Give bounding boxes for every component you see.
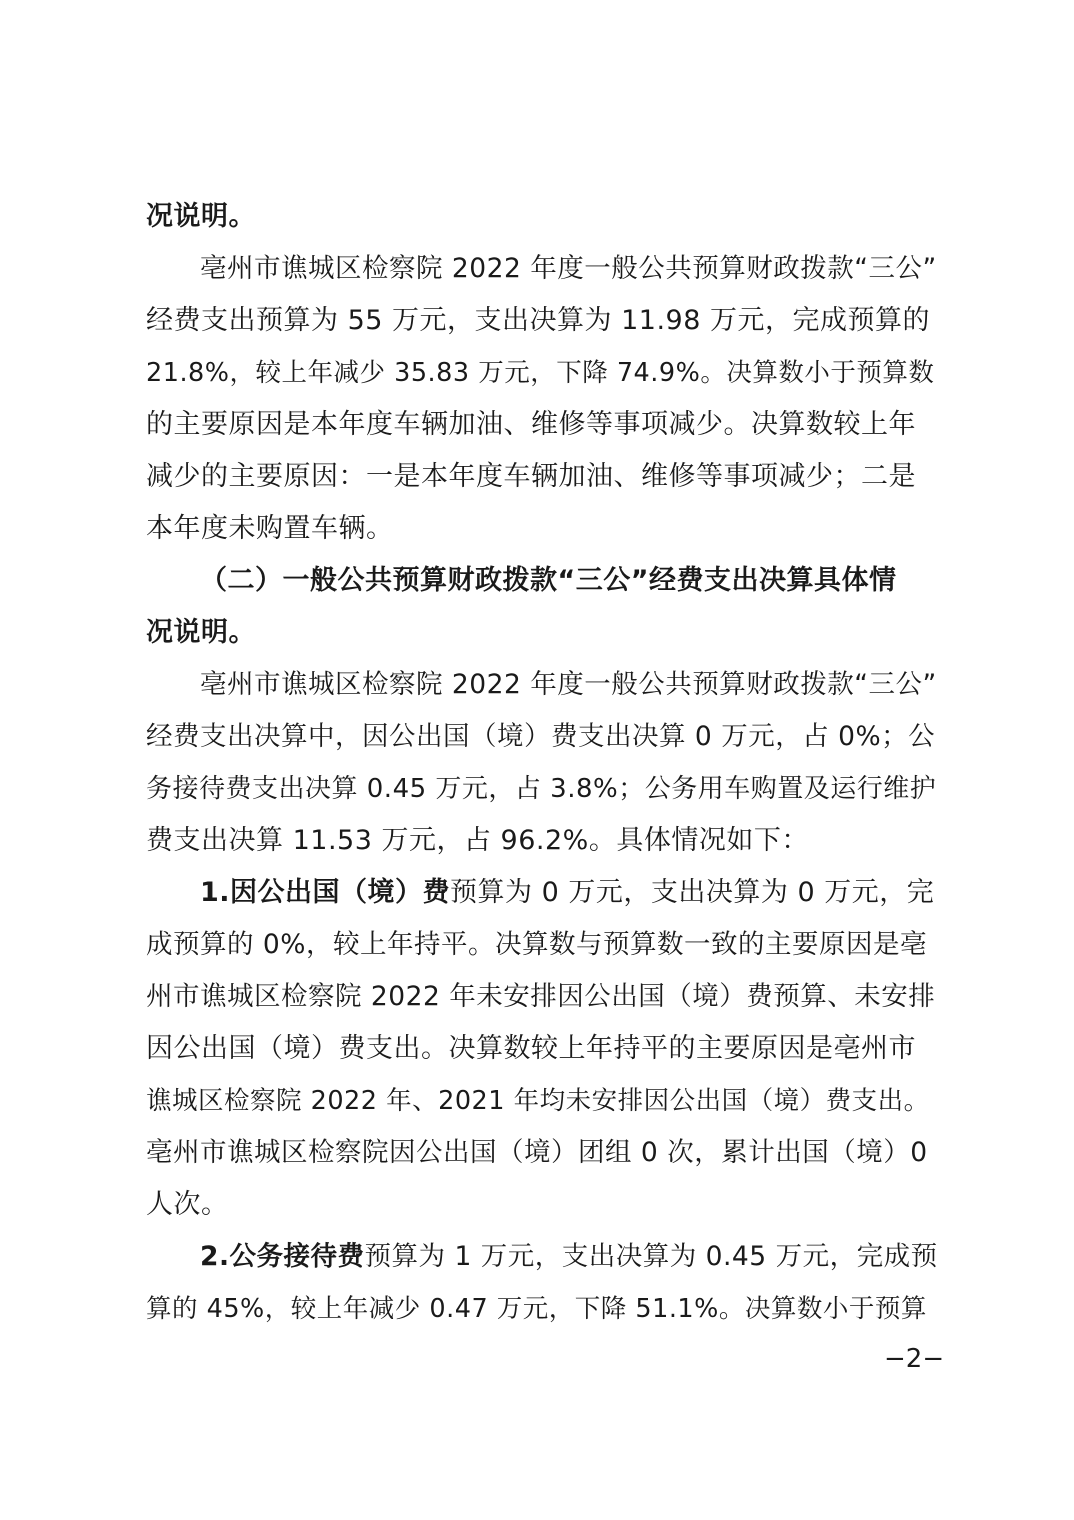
section-heading: （二）一般公共预算财政拨款“三公”经费支出决算具体情 xyxy=(200,565,897,596)
text-line: 州市谯城区检察院 2022 年未安排因公出国（境）费预算、未安排 xyxy=(146,981,936,1012)
text-line: 因公出国（境）费支出。决算数较上年持平的主要原因是亳州市 xyxy=(146,1033,916,1064)
text-line: 经费支出决算中，因公出国（境）费支出决算 0 万元，占 0%；公 xyxy=(146,721,936,752)
item-heading: 1.因公出国（境）费 xyxy=(200,877,451,908)
item-heading: 2.公务接待费 xyxy=(200,1241,365,1272)
text-line xyxy=(200,1239,938,1275)
text-line: 成预算的 0%，较上年持平。决算数与预算数一致的主要原因是亳 xyxy=(146,929,927,960)
text-line: 21.8%，较上年减少 35.83 万元，下降 74.9%。决算数小于预算数 xyxy=(146,358,935,388)
section-heading-cont: 况说明。 xyxy=(146,617,256,648)
text-line: 本年度未购置车辆。 xyxy=(146,513,394,544)
text-line: 亳州市谯城区检察院 2022 年度一般公共预算财政拨款“三公” xyxy=(200,253,937,284)
text-line: 亳州市谯城区检察院 2022 年度一般公共预算财政拨款“三公” xyxy=(200,669,937,700)
text-line: 减少的主要原因：一是本年度车辆加油、维修等事项减少；二是 xyxy=(146,461,916,492)
text-line: 算的 45%，较上年减少 0.47 万元，下降 51.1%。决算数小于预算 xyxy=(146,1294,927,1324)
text-line: 亳州市谯城区检察院因公出国（境）团组 0 次，累计出国（境）0 xyxy=(146,1137,928,1168)
text-line: 费支出决算 11.53 万元，占 96.2%。具体情况如下： xyxy=(146,825,809,856)
item-text: 预算为 1 万元，支出决算为 0.45 万元，完成预 xyxy=(364,1241,938,1272)
text-line: 况说明。 xyxy=(146,201,256,232)
text-line: 谯城区检察院 2022 年、2021 年均未安排因公出国（境）费支出。 xyxy=(146,1086,930,1116)
text-line: 的主要原因是本年度车辆加油、维修等事项减少。决算数较上年 xyxy=(146,409,916,440)
item-text: 预算为 0 万元，支出决算为 0 万元，完 xyxy=(450,877,935,908)
text-line xyxy=(200,875,934,911)
page-number: −2− xyxy=(884,1344,945,1374)
text-line: 经费支出预算为 55 万元，支出决算为 11.98 万元，完成预算的 xyxy=(146,305,930,336)
text-line: 务接待费支出决算 0.45 万元，占 3.8%；公务用车购置及运行维护 xyxy=(146,774,937,804)
text-line: 人次。 xyxy=(146,1189,229,1220)
